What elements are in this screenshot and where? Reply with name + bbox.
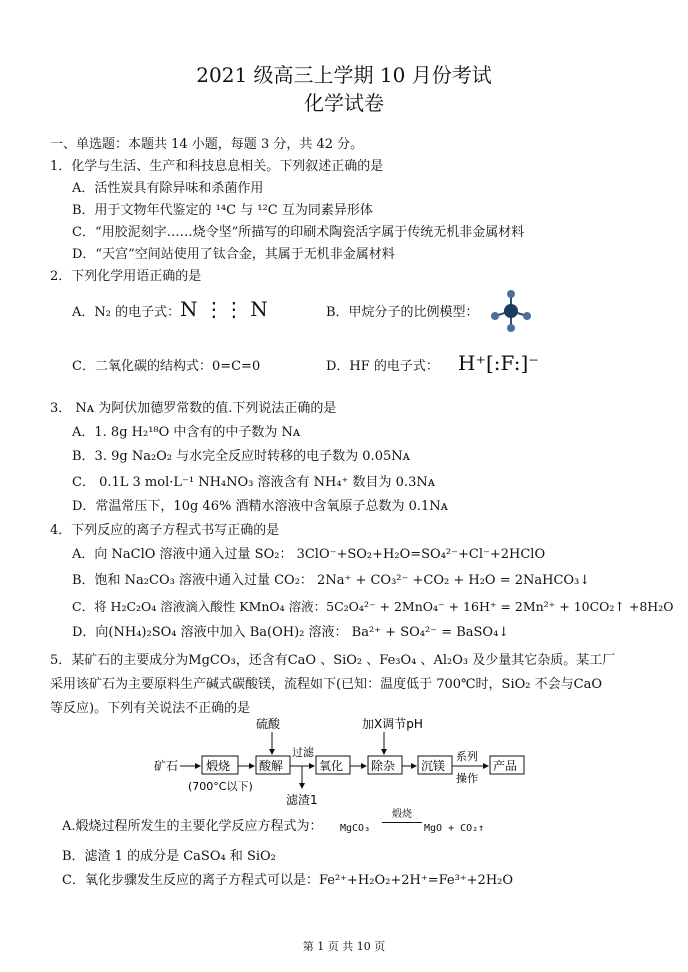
section-heading: 一、单选题：本题共 14 小题，每题 3 分，共 42 分。 — [50, 137, 364, 152]
n2-electron-formula: N ⋮⋮ N — [180, 297, 268, 321]
question-5-option-a: A.煅烧过程所发生的主要化学反应方程式为： — [62, 819, 323, 834]
flow-ore: 矿石 — [154, 759, 179, 773]
question-1-option-a: A．活性炭具有除异味和杀菌作用 — [72, 181, 264, 196]
flow-series-1: 系列 — [456, 750, 478, 763]
question-1-option-d: D．“天宫”空间站使用了钛合金，其属于无机非金属材料 — [72, 247, 395, 262]
question-2-option-c: C．二氧化碳的结构式：0=C=0 — [72, 359, 261, 374]
question-5-line-1: 5．某矿石的主要成分为MgCO₃，还含有CaO 、SiO₂ 、Fe₃O₄ 、Al₂O₃ 及少量其它杂质。某工厂 — [50, 653, 616, 668]
question-4-option-c: C．将 H₂C₂O₄ 溶液滴入酸性 KMnO₄ 溶液：5C₂O₄²⁻ + 2MnO₄⁻ + 16H⁺ = 2Mn²⁺ + 10CO₂↑ +8H₂O — [72, 599, 674, 614]
question-5-option-c: C．氧化步骤发生反应的离子方程式可以是：Fe²⁺+H₂O₂+2H⁺=Fe³⁺+2H₂O — [62, 873, 514, 888]
flow-add-x: 加X调节pH — [362, 717, 423, 731]
flow-calcine-note: (700°C以下) — [188, 780, 253, 793]
exam-subtitle: 化学试卷 — [304, 91, 384, 115]
question-5-line-3: 等反应)。下列有关说法不正确的是 — [50, 701, 251, 716]
flow-dissolve: 酸解 — [259, 759, 284, 773]
flow-filter: 过滤 — [292, 746, 314, 759]
page-footer: 第 1 页 共 10 页 — [302, 940, 386, 953]
flow-product: 产品 — [493, 759, 518, 773]
question-4-stem: 4．下列反应的离子方程式书写正确的是 — [50, 523, 280, 538]
question-2-option-d: D．HF 的电子式： — [326, 359, 439, 374]
flow-acid: 硫酸 — [256, 717, 281, 731]
exam-title: 2021 级高三上学期 10 月份考试 — [196, 63, 492, 87]
eq-condition: 煅烧 — [392, 809, 412, 820]
flow-series-2: 操作 — [456, 772, 478, 785]
flow-remove: 除杂 — [371, 759, 396, 773]
flow-residue: 滤渣1 — [286, 793, 318, 807]
question-2-stem: 2．下列化学用语正确的是 — [50, 269, 202, 284]
question-4-option-a: A．向 NaClO 溶液中通入过量 SO₂： 3ClO⁻+SO₂+H₂O=SO₄²⁻+Cl⁻+2HClO — [72, 547, 546, 562]
question-3-option-b: B．3. 9g Na₂O₂ 与水完全反应时转移的电子数为 0.05Nᴀ — [72, 449, 410, 464]
flow-precip: 沉镁 — [421, 759, 446, 773]
eq-right: MgO + CO₂↑ — [424, 823, 485, 834]
question-2-option-b: B．甲烷分子的比例模型： — [326, 305, 479, 320]
flow-oxidize: 氧化 — [319, 759, 344, 773]
hf-electron-formula: H⁺[:F:]⁻ — [458, 351, 539, 375]
question-5-option-b: B．滤渣 1 的成分是 CaSO₄ 和 SiO₂ — [62, 849, 276, 864]
question-3-option-a: A．1. 8g H₂¹⁸O 中含有的中子数为 Nᴀ — [72, 425, 301, 440]
question-3-option-d: D．常温常压下，10g 46% 酒精水溶液中含氧原子总数为 0.1Nᴀ — [72, 499, 448, 514]
question-5-line-2: 采用该矿石为主要原料生产碱式碳酸镁，流程如下(已知：温度低于 700℃时，SiO₂ 不会与CaO — [50, 677, 602, 692]
question-2-option-a: A．N₂ 的电子式： — [72, 305, 181, 320]
eq-left: MgCO₃ — [340, 823, 371, 834]
process-flow-diagram — [150, 716, 570, 814]
question-1-stem: 1．化学与生活、生产和科技息息相关。下列叙述正确的是 — [50, 159, 384, 174]
question-4-option-d: D．向(NH₄)₂SO₄ 溶液中加入 Ba(OH)₂ 溶液： Ba²⁺ + SO₄²⁻ = BaSO₄↓ — [72, 625, 510, 640]
question-3-option-c: C． 0.1L 3 mol·L⁻¹ NH₄NO₃ 溶液含有 NH₄⁺ 数目为 0.3Nᴀ — [72, 475, 436, 490]
methane-model-icon — [488, 288, 534, 334]
question-1-option-c: C．“用胶泥刻字……烧令坚”所描写的印刷术陶瓷活字属于传统无机非金属材料 — [72, 225, 525, 240]
eq-arrow-line — [382, 822, 422, 823]
question-3-stem: 3． Nᴀ 为阿伏加德罗常数的值.下列说法正确的是 — [50, 401, 337, 416]
question-4-option-b: B．饱和 Na₂CO₃ 溶液中通入过量 CO₂： 2Na⁺ + CO₃²⁻ +CO₂ + H₂O = 2NaHCO₃↓ — [72, 573, 591, 588]
question-1-option-b: B．用于文物年代鉴定的 ¹⁴C 与 ¹²C 互为同素异形体 — [72, 203, 373, 218]
flow-calcine: 煅烧 — [206, 759, 231, 773]
